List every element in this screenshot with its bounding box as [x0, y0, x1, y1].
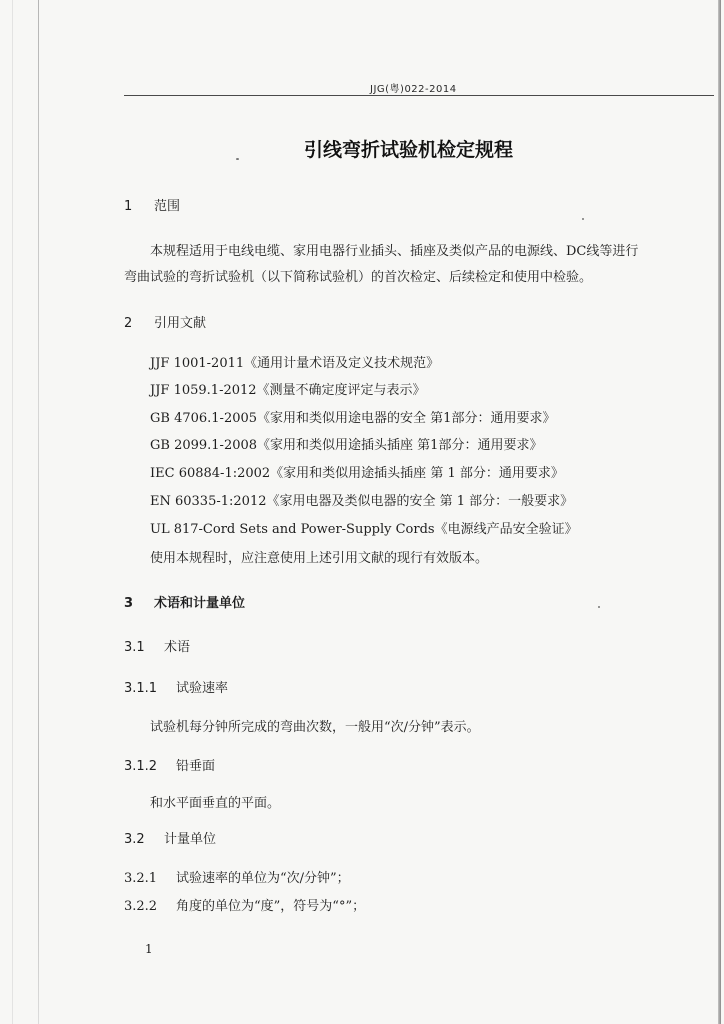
section-3-2-2-line	[124, 895, 365, 914]
header-code: JJG(粤)022-2014	[370, 84, 457, 95]
section-1-heading	[124, 195, 180, 214]
section-3-1-2-heading	[124, 755, 215, 774]
reference-item: IEC 60884-1:2002《家用和类似用途插头插座 第 1 部分：通用要求》	[150, 466, 564, 481]
section-number: 3	[124, 596, 134, 611]
section-title: 计量单位	[164, 832, 217, 847]
paragraph-line: 弯曲试验的弯折试验机（以下简称试验机）的首次检定、后续检定和使用中检验。	[124, 270, 593, 285]
section-3-2-heading	[124, 828, 216, 847]
reference-item: GB 4706.1-2005《家用和类似用途电器的安全 第1部分：通用要求》	[150, 411, 556, 426]
section-3-1-1-heading	[124, 677, 228, 696]
page-number: 1	[145, 942, 153, 956]
scan-edge-left-outer	[12, 0, 13, 1024]
section-number: 1	[124, 199, 133, 214]
section-title: 术语和计量单位	[154, 596, 246, 611]
section-title: 引用文献	[154, 316, 207, 331]
header-rule	[124, 95, 714, 96]
section-title: 铅垂面	[176, 759, 216, 774]
section-title: 试验速率	[176, 681, 229, 696]
scan-edge-left	[38, 0, 39, 1024]
section-number: 3.2	[124, 832, 145, 847]
section-number: 3.2.1	[124, 871, 158, 886]
section-number: 3.1	[124, 640, 145, 655]
section-text: 试验速率的单位为“次/分钟”；	[176, 871, 350, 886]
scan-speck	[582, 218, 584, 220]
paragraph-line: 试验机每分钟所完成的弯曲次数，一般用“次/分钟”表示。	[150, 720, 480, 735]
section-3-1-heading	[124, 636, 190, 655]
reference-note: 使用本规程时，应注意使用上述引用文献的现行有效版本。	[150, 551, 489, 566]
section-text: 角度的单位为“度”，符号为“°”；	[176, 899, 366, 914]
paragraph-line: 和水平面垂直的平面。	[150, 796, 281, 811]
section-number: 3.1.1	[124, 681, 158, 696]
scan-speck	[598, 606, 600, 608]
section-3-heading	[124, 592, 245, 611]
reference-item: UL 817-Cord Sets and Power-Supply Cords《电源线产品安全验证》	[150, 522, 578, 537]
section-3-2-1-line	[124, 867, 350, 886]
section-number: 2	[124, 316, 133, 331]
reference-item: GB 2099.1-2008《家用和类似用途插头插座 第1部分：通用要求》	[150, 438, 543, 453]
document-title: 引线弯折试验机检定规程	[304, 139, 514, 161]
reference-item: EN 60335-1:2012《家用电器及类似电器的安全 第 1 部分：一般要求》	[150, 494, 574, 509]
section-number: 3.1.2	[124, 759, 158, 774]
scan-speck	[236, 158, 239, 160]
paragraph-line: 本规程适用于电线电缆、家用电器行业插头、插座及类似产品的电源线、DC线等进行	[150, 244, 639, 259]
scan-edge-right	[718, 0, 721, 1024]
section-title: 范围	[154, 199, 181, 214]
section-number: 3.2.2	[124, 899, 158, 914]
section-2-heading	[124, 312, 206, 331]
reference-item: JJF 1001-2011《通用计量术语及定义技术规范》	[150, 356, 440, 371]
reference-item: JJF 1059.1-2012《测量不确定度评定与表示》	[150, 383, 426, 398]
section-title: 术语	[164, 640, 191, 655]
